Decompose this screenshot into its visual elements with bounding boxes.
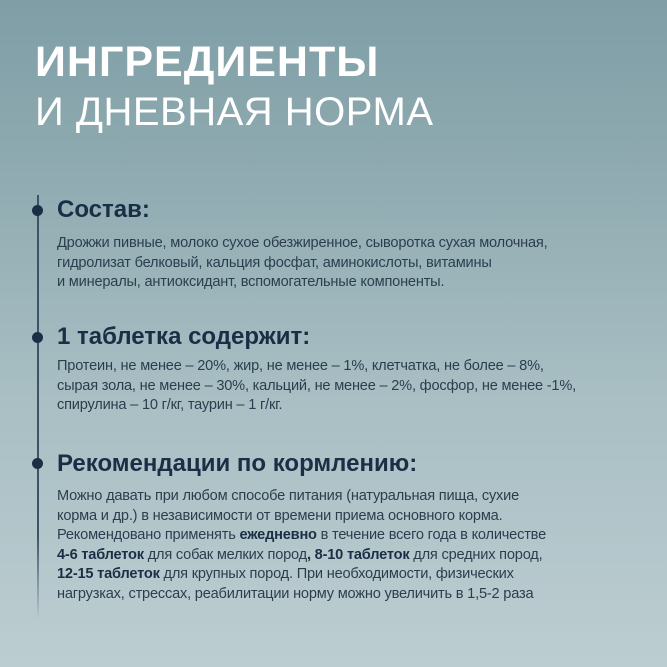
- section-heading: 1 таблетка содержит:: [57, 323, 311, 350]
- section-heading: Состав:: [57, 196, 150, 223]
- body-line: Можно давать при любом способе питания (натуральная пища, сухие: [57, 488, 520, 504]
- text: Рекомендовано применять: [57, 527, 240, 543]
- text: в течение всего года в количестве: [316, 527, 546, 543]
- emphasis-medium-dose: , 8-10 таблеток: [306, 546, 410, 563]
- body-line: [57, 565, 657, 585]
- body-line: [57, 546, 657, 566]
- bullet-icon: [32, 458, 43, 469]
- section-body: [57, 487, 657, 604]
- body-line: и минералы, антиоксидант, вспомогательные компоненты.: [57, 274, 445, 290]
- body-line: корма и др.) в независимости от времени приема основного корма.: [57, 507, 503, 524]
- timeline-line: [37, 195, 39, 620]
- body-line: Протеин, не менее – 20%, жир, не менее – 1%, клетчатка, не более – 8%,: [57, 358, 544, 374]
- section-body: [57, 357, 657, 416]
- section-heading: Рекомендации по кормлению:: [57, 450, 418, 477]
- title-line-2: И ДНЕВНАЯ НОРМА: [35, 90, 434, 134]
- emphasis-large-dose: 12-15 таблеток: [57, 566, 160, 582]
- text: для собак мелких пород: [143, 546, 307, 563]
- body-line: спирулина – 10 г/кг, таурин – 1 г/кг.: [57, 397, 283, 413]
- body-line: [57, 526, 657, 546]
- text: для средних пород,: [409, 546, 543, 563]
- section-body: [57, 234, 657, 293]
- emphasis-daily: ежедневно: [239, 527, 317, 543]
- title-line-1: ИНГРЕДИЕНТЫ: [35, 38, 380, 86]
- bullet-icon: [32, 332, 43, 343]
- text: для крупных пород. При необходимости, физических: [159, 566, 514, 582]
- body-line: Дрожжи пивные, молоко сухое обезжиренное, сыворотка сухая молочная,: [57, 235, 548, 251]
- body-line: нагрузках, стрессах, реабилитации норму можно увеличить в 1,5-2 раза: [57, 585, 534, 602]
- body-line: гидролизат белковый, кальция фосфат, аминокислоты, витамины: [57, 254, 492, 271]
- page-title: [35, 38, 434, 136]
- body-line: сырая зола, не менее – 30%, кальций, не менее – 2%, фосфор, не менее -1%,: [57, 377, 576, 394]
- emphasis-small-dose: 4-6 таблеток: [57, 546, 144, 563]
- bullet-icon: [32, 205, 43, 216]
